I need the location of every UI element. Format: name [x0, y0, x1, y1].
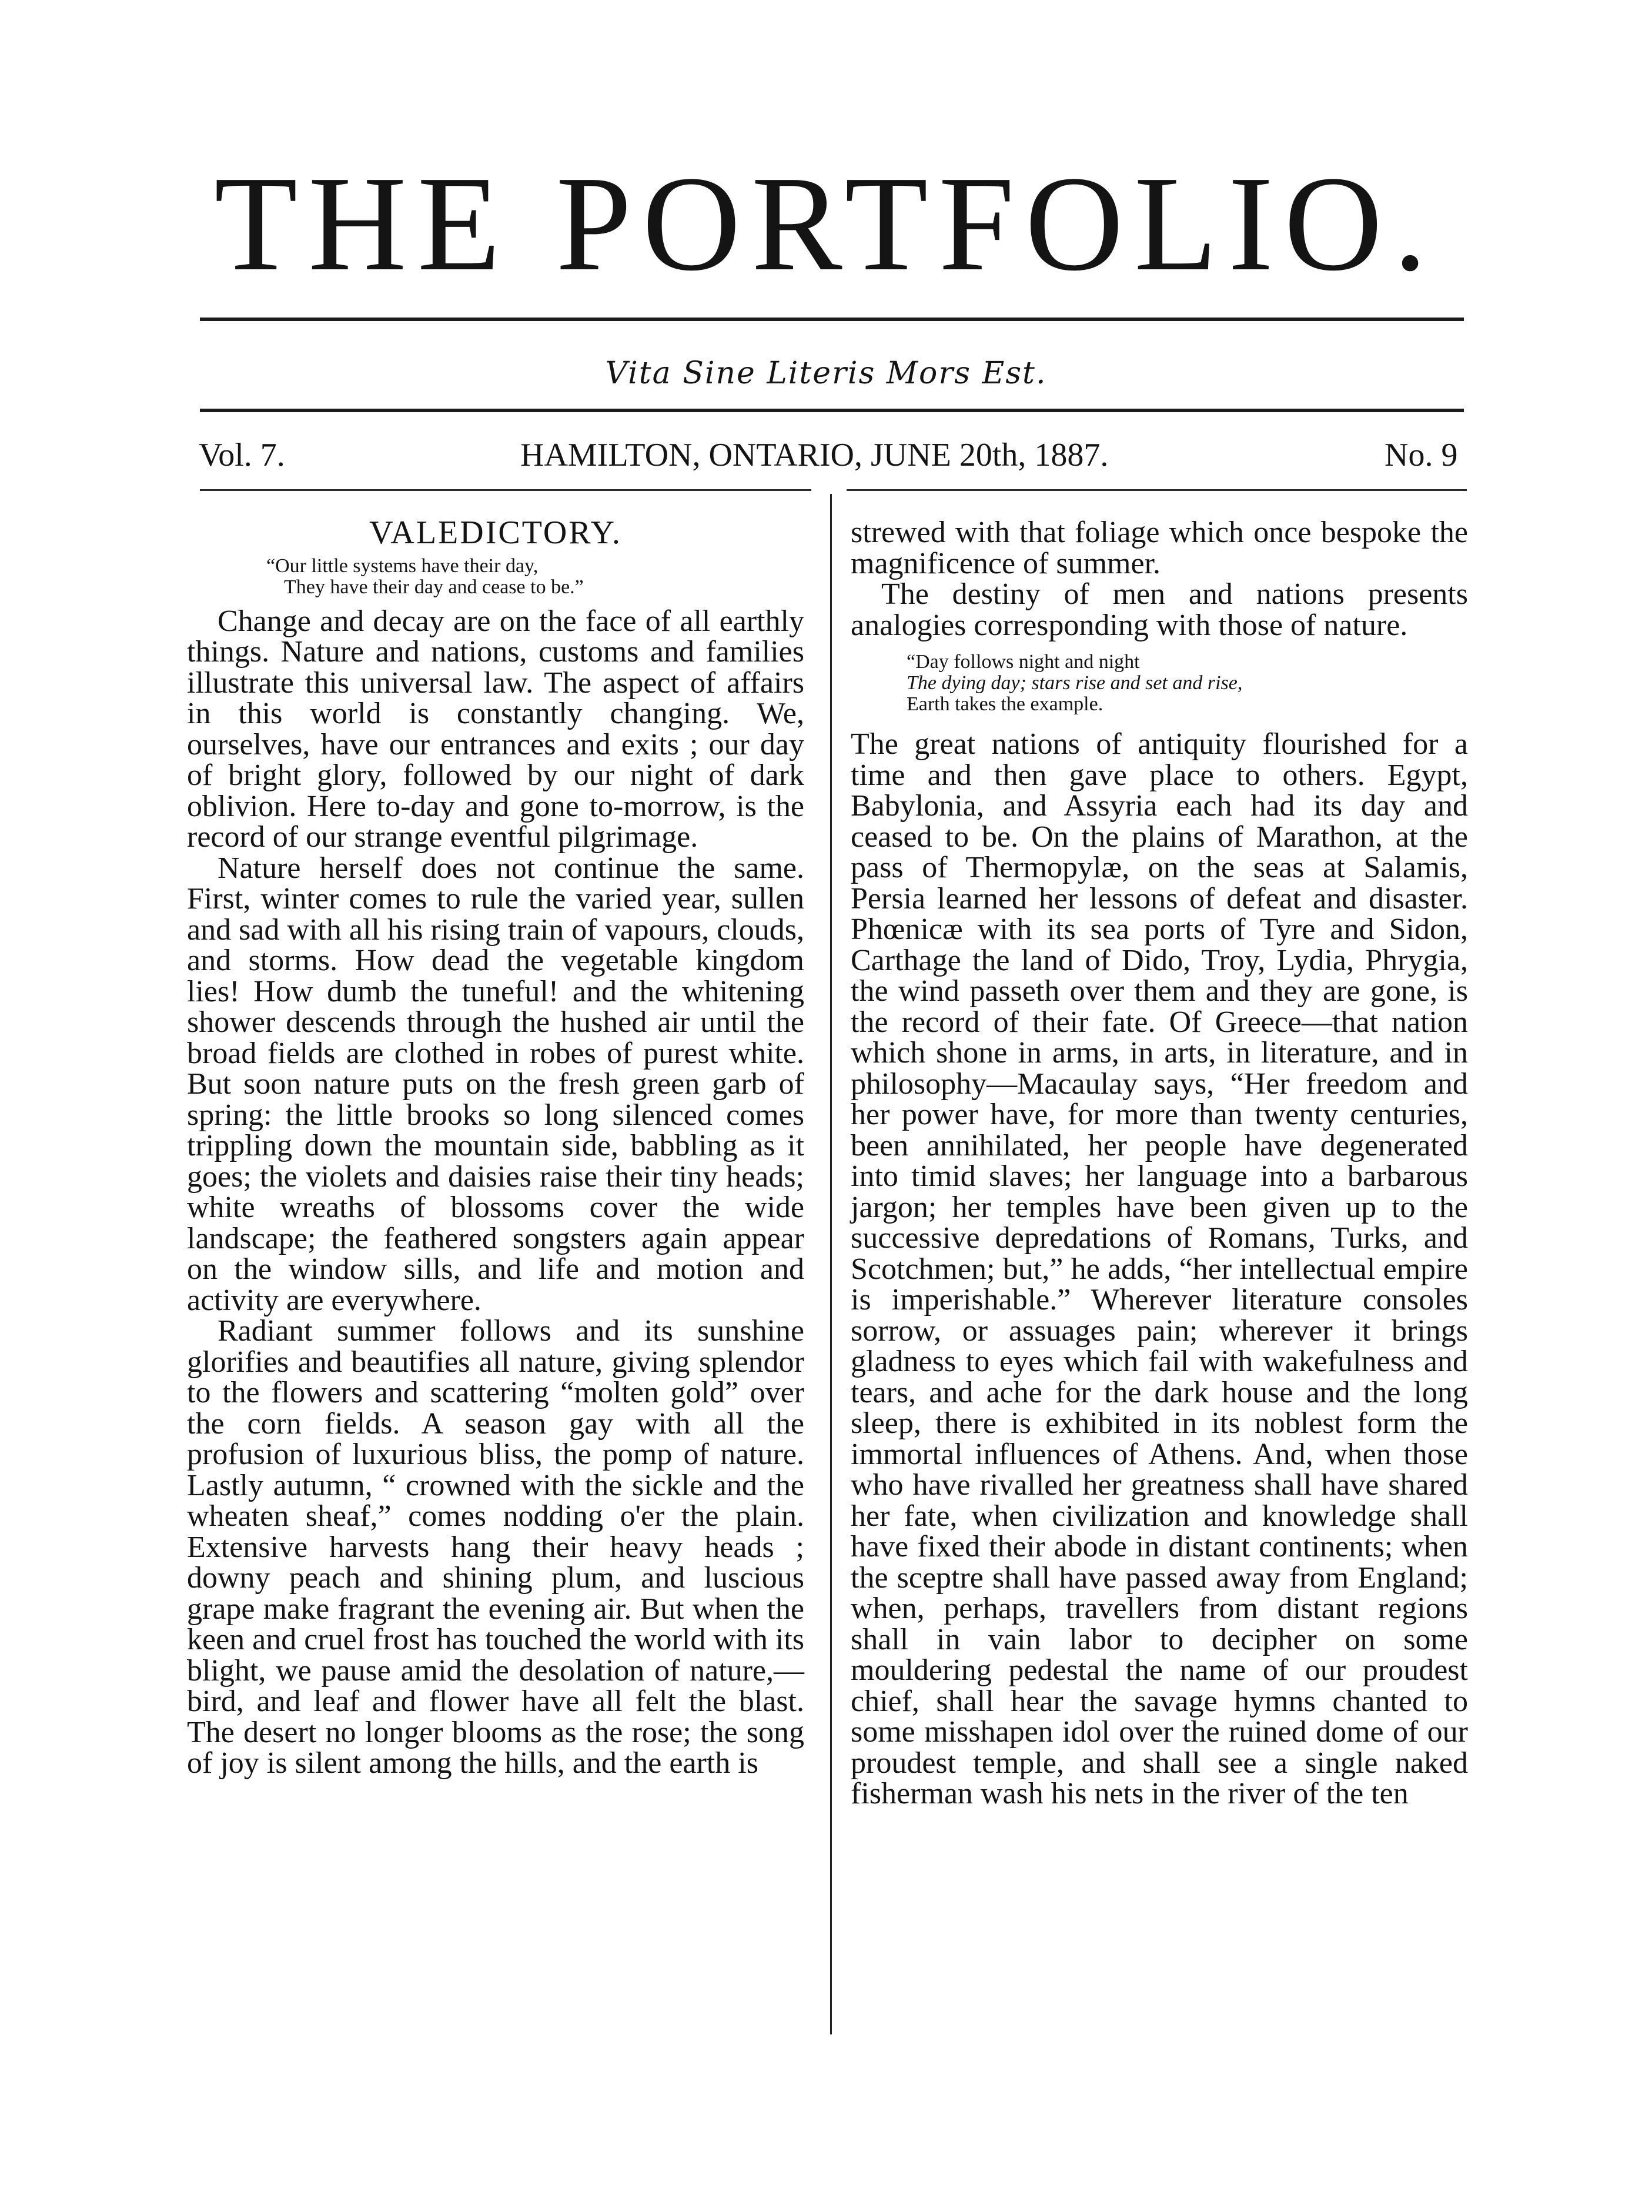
right-column	[851, 517, 1468, 1810]
dateline-rule-left	[200, 489, 811, 491]
article-heading: VALEDICTORY.	[369, 514, 622, 551]
paragraph: The destiny of men and nations presents analogies corresponding with those of nature.	[851, 577, 1468, 642]
masthead-rule-top	[200, 318, 1464, 321]
left-column	[187, 514, 804, 1780]
paragraph: Nature herself does not continue the same. First, winter comes to rule the varied year, sullen and sad with all his rising train of vapours, clouds, and storms. How dead the vegetable kingdom lies! How dumb the tuneful! and the whitening shower descends through the hushed air until the broad fields are clothed in robes of purest white. But soon nature puts on the fresh green garb of spring: the little brooks so long silenced comes trippling down the mountain side, babbling as it goes; the violets and daisies raise their tiny heads; white wreaths of blossoms cover the wide landscape; the feathered songsters again appear on the window sills, and life and motion and activity are everywhere.	[187, 851, 804, 1317]
masthead-motto: Vita Sine Literis Mors Est.	[605, 356, 1047, 391]
paragraph: strewed with that foliage which once bespoke the magnificence of summer.	[851, 516, 1468, 580]
dateline: HAMILTON, ONTARIO, JUNE 20th, 1887.	[520, 437, 1109, 473]
volume-label: Vol. 7.	[199, 437, 285, 473]
column-divider	[830, 494, 832, 2034]
verse-line: The dying day; stars rise and set and rise,	[907, 672, 1243, 694]
verse-quote	[851, 651, 1468, 715]
dateline-rule-right	[847, 489, 1467, 491]
paragraph: Radiant summer follows and its sunshine glorifies and beautifies all nature, giving splendor to the flowers and scattering “molten gold” over the corn fields. A season gay with all the profusion of luxurious bliss, the pomp of nature. Lastly autumn, “ crowned with the sickle and the wheaten sheaf,” comes nodding o'er the plain. Extensive harvests hang their heavy heads ; downy peach and shining plum, and luscious grape make fragrant the evening air. But when the keen and cruel frost has touched the world with its blight, we pause amid the desolation of nature,—bird, and leaf and flower have all felt the blast. The desert no longer blooms as the rose; the song of joy is silent among the hills, and the earth is	[187, 1314, 804, 1780]
epigraph	[187, 556, 804, 598]
paragraph: Change and decay are on the face of all earthly things. Nature and nations, customs and families illustrate this universal law. The aspect of affairs in this world is constantly changing. We, ourselves, have our entrances and exits ; our day of bright glory, followed by our night of dark oblivion. Here to-day and gone to-morrow, is the record of our strange eventful pilgrimage.	[187, 604, 804, 854]
masthead-title: THE PORTFOLIO.	[214, 148, 1438, 299]
issue-number: No. 9	[1385, 437, 1458, 473]
masthead-rule-middle	[200, 409, 1464, 412]
paragraph: The great nations of antiquity flourished for a time and then gave place to others. Egypt, Babylonia, and Assyria each had its day and ceased to be. On the plains of Marathon, at the pass of Thermopylæ, on the seas at Salamis, Persia learned her lessons of defeat and disaster. Phœnicæ with its sea ports of Tyre and Sidon, Carthage the land of Dido, Troy, Lydia, Phrygia, the wind passeth over them and they are gone, is the record of their fate. Of Greece—that nation which shone in arms, in arts, in literature, and in philosophy—Macaulay says, “Her freedom and her power have, for more than twenty centuries, been annihilated, her people have degenerated into timid slaves; her language into a barbarous jargon; her temples have been given up to the successive depredations of Romans, Turks, and Scotchmen; but,” he adds, “her intellectual empire is imperishable.” Wherever literature consoles sorrow, or assuages pain; wherever it brings gladness to eyes which fail with wakefulness and tears, and ache for the dark house and the long sleep, there is exhibited in its noblest form the immortal influences of Athens. And, when those who have rivalled her greatness shall have shared her fate, when civilization and knowledge shall have fixed their abode in distant continents; when the sceptre shall have passed away from England; when, perhaps, travellers from distant regions shall in vain labor to decipher on some mouldering pedestal the name of our proudest chief, shall hear the savage hymns chanted to some misshapen idol over the ruined dome of our proudest temple, and shall see a single naked fisherman wash his nets in the river of the ten	[851, 727, 1468, 1810]
epigraph-line: “Our little systems have their day,	[266, 554, 539, 577]
verse-line: “Day follows night and night	[907, 651, 1140, 673]
epigraph-line: They have their day and cease to be.”	[284, 576, 584, 598]
verse-line: Earth takes the example.	[907, 693, 1103, 715]
